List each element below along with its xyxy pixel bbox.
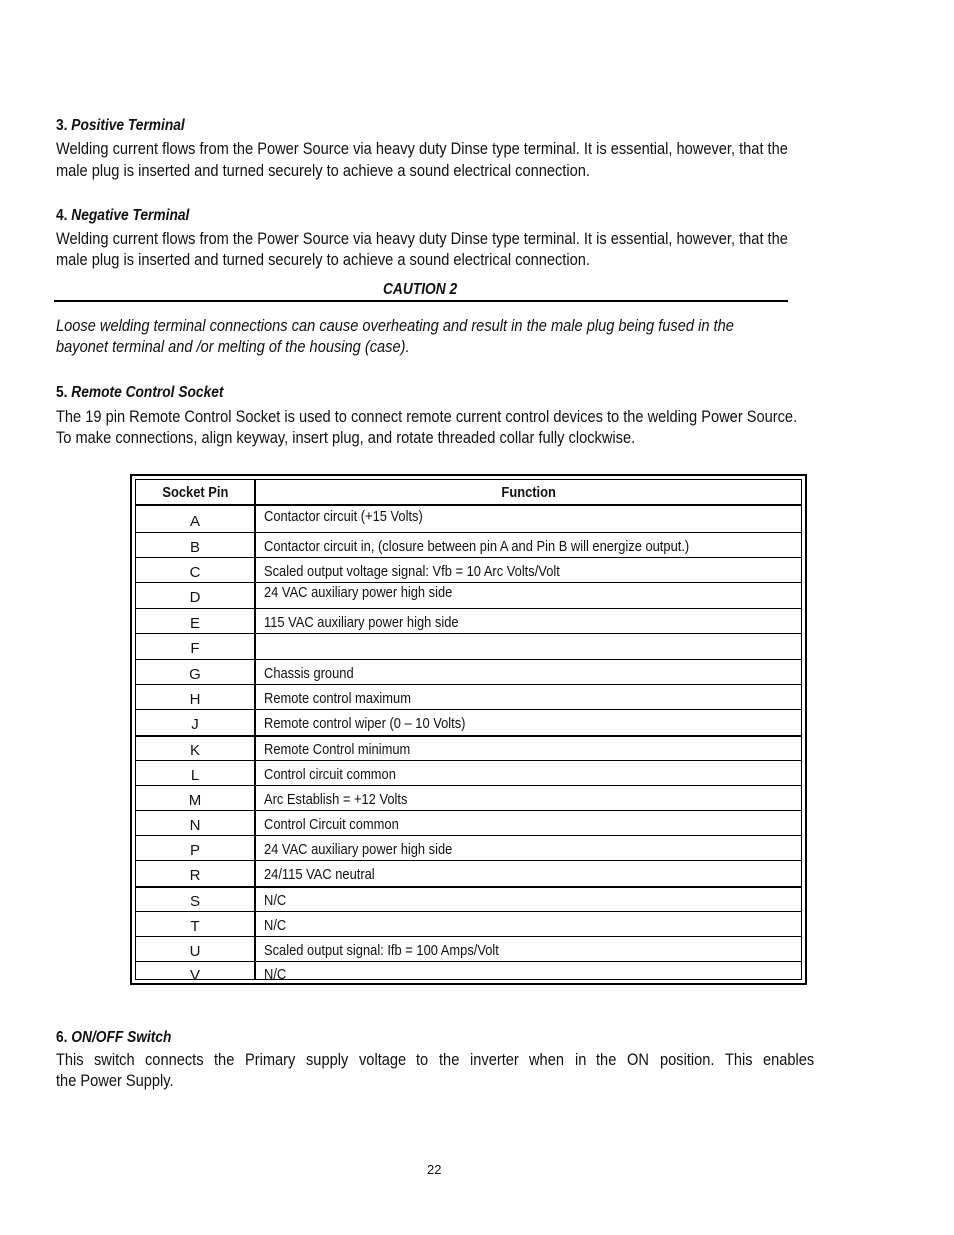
caution-divider <box>54 300 788 302</box>
table-cell-function: 24/115 VAC neutral <box>264 866 375 883</box>
table-cell-function: Control circuit common <box>264 766 396 783</box>
table-row-rule <box>136 961 801 962</box>
section-6-word: in <box>574 1050 586 1069</box>
table-cell-pin: R <box>189 867 201 884</box>
caution-line-1: Loose welding terminal connections can cause overheating and result in the male plug being fused in the <box>56 316 734 335</box>
section-6-word: Primary <box>245 1050 296 1069</box>
section-6-word: ON <box>627 1050 650 1069</box>
section-4-line-2: male plug is inserted and turned securely to achieve a sound electrical connection. <box>56 250 590 269</box>
section-4-line-1: Welding current flows from the Power Source via heavy duty Dinse type terminal. It is essential, however, that the <box>56 229 788 248</box>
table-cell-pin: D <box>189 589 201 606</box>
table-cell-function: Scaled output signal: Ifb = 100 Amps/Volt <box>264 942 499 959</box>
table-cell-function: Chassis ground <box>264 665 354 682</box>
table-cell-function: Contactor circuit (+15 Volts) <box>264 508 423 525</box>
section-6-word: This <box>56 1050 84 1069</box>
table-cell-pin: P <box>189 842 200 859</box>
table-cell-pin: K <box>189 742 200 759</box>
table-column-divider <box>254 480 256 979</box>
table-row-rule <box>136 532 801 533</box>
table-cell-pin: E <box>189 615 200 632</box>
table-cell-pin: U <box>189 943 201 960</box>
section-4-title: Negative Terminal <box>71 207 190 224</box>
table-row-rule <box>136 709 801 710</box>
table-row-rule <box>136 810 801 811</box>
section-6-word: the <box>596 1050 617 1069</box>
table-cell-function: Control Circuit common <box>264 816 399 833</box>
section-6-line-1 <box>56 1049 814 1070</box>
table-cell-function: 24 VAC auxiliary power high side <box>264 584 453 601</box>
table-cell-function: 24 VAC auxiliary power high side <box>264 841 453 858</box>
section-4-heading <box>56 207 211 225</box>
table-row-rule <box>136 659 801 660</box>
table-cell-pin: M <box>188 792 202 809</box>
table-row-rule <box>136 936 801 937</box>
section-6-line-2: the Power Supply. <box>56 1071 174 1090</box>
table-cell-function: Scaled output voltage signal: Vfb = 10 Arc Volts/Volt <box>264 563 560 580</box>
table-row-rule <box>136 582 801 583</box>
table-row-rule <box>136 785 801 786</box>
socket-pin-table-inner <box>135 479 802 984</box>
section-3-number: 3. <box>56 117 68 134</box>
section-5-line-1: The 19 pin Remote Control Socket is used to connect remote current control devices to the welding Power Source. <box>56 407 798 426</box>
table-cell-function: N/C <box>264 966 287 983</box>
section-5-number: 5. <box>56 384 68 401</box>
table-cell-pin: C <box>189 564 201 581</box>
table-row-rule <box>136 860 801 861</box>
section-6-word: supply <box>305 1050 349 1069</box>
table-cell-pin: S <box>189 893 200 910</box>
table-row-rule <box>136 911 801 912</box>
section-3-title: Positive Terminal <box>71 117 185 134</box>
section-6-word: inverter <box>469 1050 519 1069</box>
table-cell-function: Remote Control minimum <box>264 741 411 758</box>
section-5-title: Remote Control Socket <box>71 384 224 401</box>
table-cell-pin: H <box>189 691 201 708</box>
table-cell-function: Contactor circuit in, (closure between pin A and Pin B will energize output.) <box>264 538 690 555</box>
section-6-number: 6. <box>56 1029 68 1046</box>
section-6-word: the <box>439 1050 460 1069</box>
section-4-number: 4. <box>56 207 68 224</box>
table-row-rule <box>136 735 801 737</box>
section-6-word: to <box>416 1050 429 1069</box>
table-cell-function: 115 VAC auxiliary power high side <box>264 614 459 631</box>
table-cell-pin: G <box>189 666 201 683</box>
table-row-rule <box>136 835 801 836</box>
table-row-rule <box>136 608 801 609</box>
section-3-line-1: Welding current flows from the Power Source via heavy duty Dinse type terminal. It is essential, however, that the <box>56 139 788 158</box>
section-3-line-2: male plug is inserted and turned securely to achieve a sound electrical connection. <box>56 161 590 180</box>
section-6-word: position. <box>659 1050 715 1069</box>
section-3-heading <box>56 117 206 135</box>
socket-pin-table <box>130 474 807 985</box>
page-number: 22 <box>427 1162 442 1177</box>
table-cell-function: Arc Establish = +12 Volts <box>264 791 408 808</box>
section-6-title: ON/OFF Switch <box>71 1029 172 1046</box>
table-cell-pin: B <box>189 539 200 556</box>
section-6-word: the <box>214 1050 235 1069</box>
table-row-rule <box>136 684 801 685</box>
header-function: Function <box>501 484 556 501</box>
table-cell-pin: A <box>189 513 200 530</box>
table-cell-pin: F <box>190 640 200 657</box>
section-6-word: voltage <box>358 1050 406 1069</box>
table-cell-function: N/C <box>264 917 287 934</box>
section-6-word: connects <box>145 1050 204 1069</box>
table-cell-pin: N <box>189 817 201 834</box>
table-cell-function: Remote control wiper (0 – 10 Volts) <box>264 715 466 732</box>
header-socket-pin: Socket Pin <box>162 484 228 501</box>
table-row-rule <box>136 633 801 634</box>
section-6-word: enables <box>762 1050 814 1069</box>
table-cell-pin: V <box>189 967 200 984</box>
table-row-rule <box>136 760 801 761</box>
table-cell-pin: T <box>190 918 200 935</box>
caution-title: CAUTION 2 <box>383 281 458 298</box>
table-cell-pin: L <box>190 767 200 784</box>
section-6-word: This <box>724 1050 753 1069</box>
section-6-word: switch <box>94 1050 135 1069</box>
section-5-heading <box>56 384 251 402</box>
section-6-heading <box>56 1029 190 1047</box>
table-row-rule <box>136 557 801 558</box>
table-row-rule <box>136 886 801 888</box>
section-6-word: when <box>529 1050 565 1069</box>
section-5-line-2: To make connections, align keyway, insert plug, and rotate threaded collar fully clockwise. <box>56 428 636 447</box>
table-header-rule <box>136 504 801 506</box>
table-cell-function: N/C <box>264 892 287 909</box>
caution-line-2: bayonet terminal and /or melting of the housing (case). <box>56 337 410 356</box>
table-cell-function: Remote control maximum <box>264 690 411 707</box>
table-cell-pin: J <box>191 716 199 733</box>
